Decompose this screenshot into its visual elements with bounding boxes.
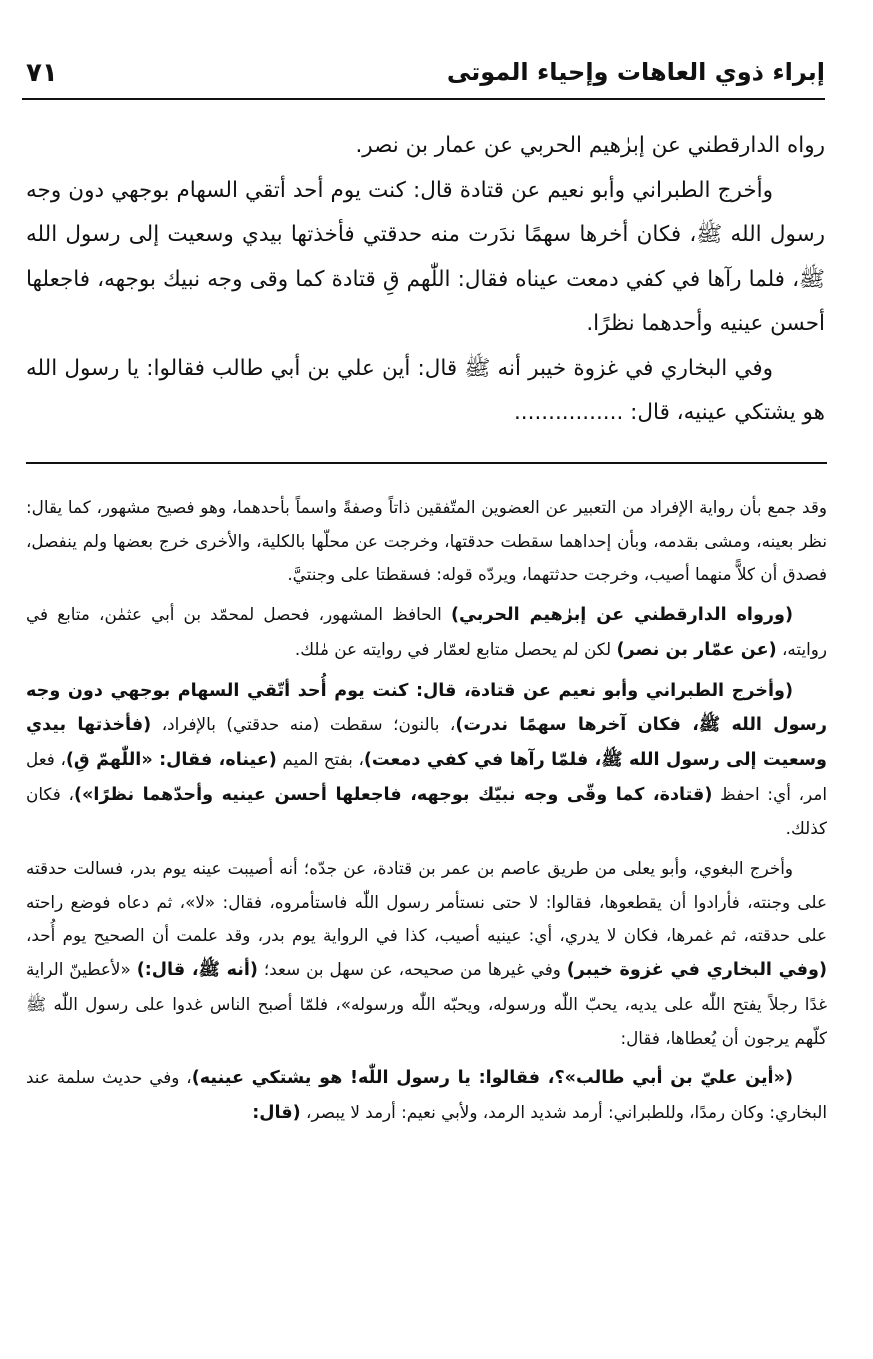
quoted-text: (عن عمّار بن نصر) (616, 639, 777, 660)
quoted-text: (ورواه الدارقطني عن إبرٰهيم الحربي) (450, 605, 793, 626)
commentary-text: «لأعطينّ الراية غدًا رجلاً يفتح اللّٰه على يديه، يحبّ اللّٰه ورسوله، ويحبّه اللّٰه ورسوله»، فلمّا أصبح الناس غدوا على رسول اللّٰه ﷺ كلّهم يرجون أن يُعطاها، فقال: (26, 959, 827, 1048)
commentary-text: ، فعل امر، أي: احفظ (26, 748, 827, 804)
commentary-paragraph-2 (26, 598, 827, 667)
commentary-text: ، وفي حديث سلمة عند البخاري: وكان رمدًا، وللطبراني: أرمد شديد الرمد، ولأبي نعيم: أرمد لا يبصر، (26, 1067, 827, 1122)
commentary-text: (منه حدقتي) (226, 714, 320, 735)
commentary-paragraph-5 (26, 1061, 827, 1130)
page-number: ٧١ (26, 58, 58, 88)
running-title: إبراء ذوي العاهات وإحياء الموتى (446, 58, 825, 86)
quoted-text: (قال: (252, 1102, 301, 1123)
commentary-text: ، فكان كذلك. (26, 783, 827, 839)
main-paragraph-2: وأخرج الطبراني وأبو نعيم عن قتادة قال: كنت يوم أحد أتقي السهام بوجهي دون وجه رسول الله ﷺ، فكان أخرها سهمًا ندَرت منه حدقتي فأخذتها بيدي وسعيت إلى رسول الله ﷺ، فلما رآها في كفي دمعت عيناه فقال: اللّٰهم قِ قتادة كما وقى وجه نبيك بوجهه، فاجعلها أحسن عينيه وأحدهما نظرًا. (26, 177, 825, 336)
commentary (26, 491, 827, 1131)
commentary-text: وفي غيرها من صحيحه، عن سهل بن سعد؛ (257, 959, 567, 980)
quoted-text: (أنه ﷺ، قال:) (136, 960, 258, 981)
quoted-text: (عيناه، فقال: «اللّٰهمّ قِ) (65, 749, 277, 770)
commentary-text: وأخرج البغوي، وأبو يعلى من طريق عاصم بن عمر بن قتادة، عن جدّه؛ أنه أصيبت عينه يوم بدر، فسالت حدقته على وجنته، فأرادوا أن يقطعوها، فقالوا: لا حتى نستأمر رسول اللّٰه فاستأمروه، فقال: «لا»، ثم دعاه فوضع راحته على حدقته، ثم غمرها، فكان لا يدري، أي: عينيه أصيب، كذا في الرواية يوم بدر، وقد علمت أن الصحيح يوم أُحد، (26, 858, 827, 946)
commentary-text: ، بفتح الميم (276, 748, 364, 769)
commentary-paragraph-1: وقد جمع بأن رواية الإفراد من التعبير عن العضوين المتّفقين ذاتاً وصفةً واسماً بأحدهما، وهو فصيح مشهور، كما يقال: نظر بعينه، ومشى بقدمه، وبأن إحداهما سقطت حدقتها، وخرجت عن محلّها بالكلية، والأخرى خرج بعضها ولم ينفصل، فصدق أن كلاًّ منهما أصيب، وخرجت حدثتهما، ويردّه قوله: فسقطتا على وجنتيَّ. (26, 497, 827, 585)
commentary-text: بالإفراد، (151, 714, 227, 735)
commentary-text: ، بالنون؛ سقطت (319, 714, 456, 735)
footnote-separator (26, 462, 827, 464)
commentary-paragraph-3 (26, 674, 827, 847)
quoted-text: (قتادة، كما وقّى وجه نبيّك بوجهه، فاجعلها أحسن عينيه وأحدّهما نظرًا») (73, 784, 713, 805)
page-header (22, 52, 825, 100)
commentary-text: لكن لم يحصل متابع لعمّار في روايته عن مٰلك. (294, 638, 617, 659)
commentary-paragraph-4 (26, 852, 827, 1055)
quoted-text: («أين عليّ بن أبي طالب»؟، فقالوا: يا رسول اللّٰه! هو يشتكي عينيه) (191, 1068, 793, 1089)
quoted-text: (وأخرج الطبراني وأبو نعيم عن قتادة، قال: كنت يوم أُحد أتّقي السهام بوجهي دون وجه رسول الله ﷺ، فكان آخرها سهمًا ندرت) (26, 680, 827, 736)
commentary-text: الحافظ المشهور، فحصل لمحمّد بن أبي عثمٰن، متابع في روايته، (26, 604, 827, 659)
ellipsis-dots: ................ (513, 400, 624, 425)
main-paragraph-1: رواه الدارقطني عن إبرٰهيم الحربي عن عمار بن نصر. (355, 133, 825, 158)
main-text (26, 124, 825, 436)
main-paragraph-3-text: وفي البخاري في غزوة خيبر أنه ﷺ قال: أين علي بن أبي طالب فقالوا: يا رسول الله هو يشتكي عينيه، قال: (26, 355, 825, 425)
quoted-text: (فأخذتها بيدي وسعيت إلى رسول الله ﷺ، فلمّا رآها في كفي دمعت) (26, 715, 827, 770)
quoted-text: (وفي البخاري في غزوة خيبر) (566, 960, 827, 981)
main-paragraph-3 (26, 347, 825, 436)
